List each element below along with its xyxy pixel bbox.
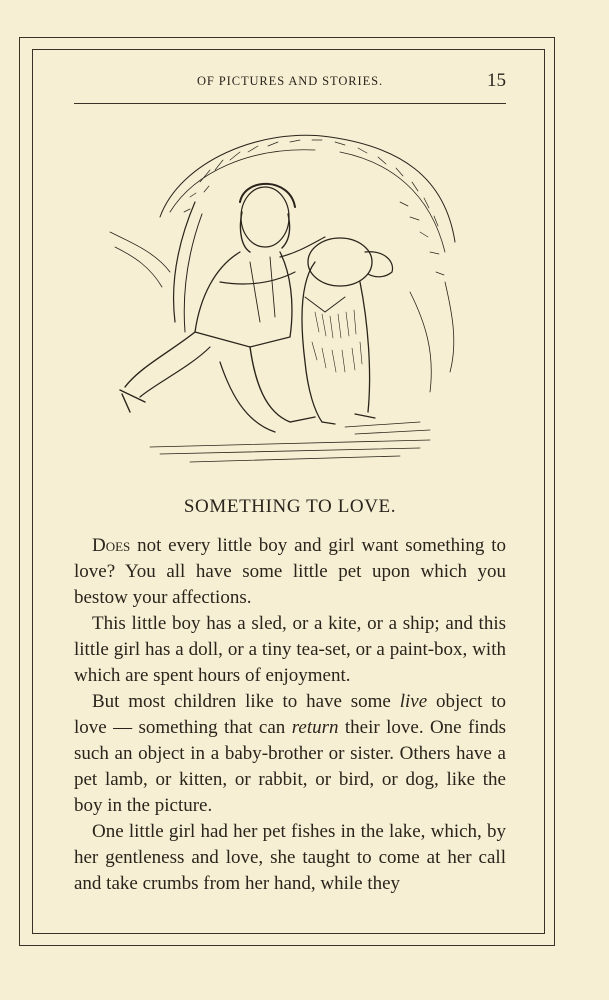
body-text [74,533,506,897]
running-head [74,70,506,98]
paragraph-lead-word: Does [92,535,131,556]
paragraph-text: not every little boy and girl want something to love? You all have some little pet upon which you bestow your affections. [74,535,506,608]
page-number: 15 [487,70,506,91]
running-head-title: OF PICTURES AND STORIES. [197,74,383,88]
engraving-illustration [100,122,480,477]
paragraph: This little boy has a sled, or a kite, or a ship; and this little girl has a doll, or a tiny tea-set, or a paint-box, with which are spent hours of enjoyment. [74,613,506,686]
paragraph-text: object to love — something that can [74,691,506,738]
paragraph [74,689,506,819]
emphasis: return [291,717,339,738]
paragraph: One little girl had her pet fishes in the lake, which, by her gentleness and love, she taught to come at her call and take crumbs from her hand, while they [74,821,506,894]
paragraph [74,533,506,611]
chapter-title: SOMETHING TO LOVE. [183,496,397,517]
paragraph-text: But most children like to have some [92,691,400,712]
emphasis: live [399,691,428,712]
boy-with-dog-icon [100,122,480,477]
paragraph-text: their love. One finds such an object in a baby-brother or sister. Others have a pet lamb, or kitten, or rabbit, or bird, or dog, like the boy in the picture. [74,717,507,816]
head-rule [74,103,506,104]
